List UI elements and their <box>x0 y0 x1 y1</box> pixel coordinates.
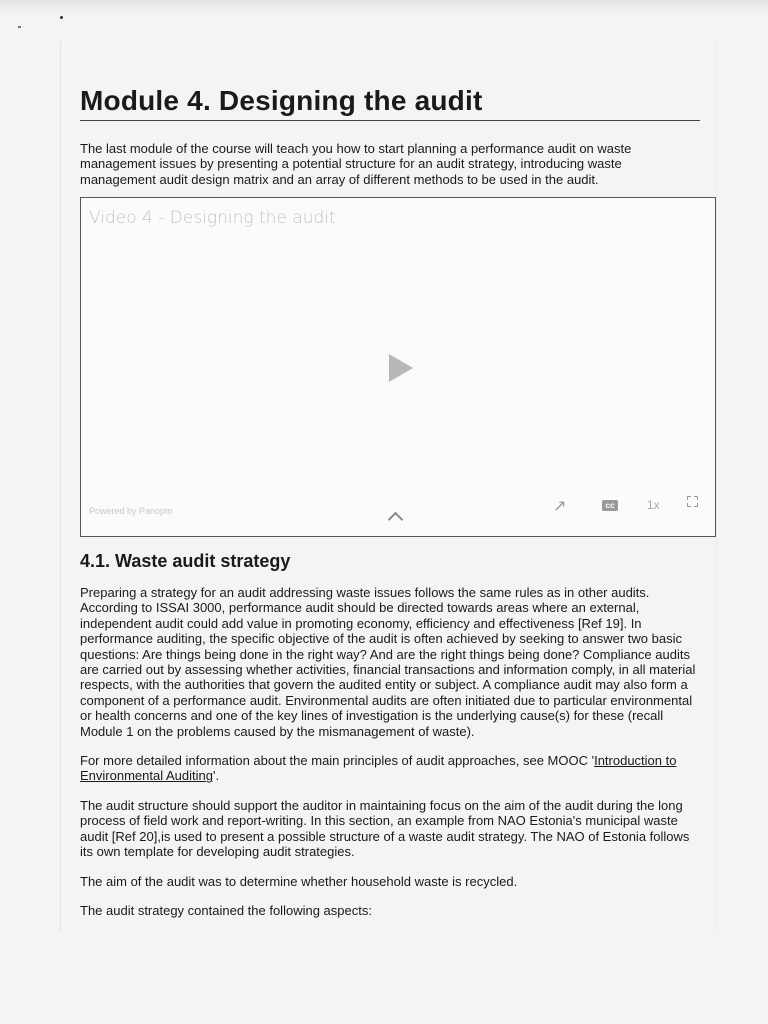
video-player[interactable] <box>80 197 716 537</box>
section-body <box>80 585 704 918</box>
module-header <box>80 84 700 187</box>
paragraph-mooc-reference <box>80 753 704 784</box>
paragraph-strategy-aspects: The audit strategy contained the following aspects: <box>80 902 372 918</box>
play-icon[interactable] <box>389 354 413 382</box>
page-title: Module 4. Designing the audit <box>80 84 700 121</box>
intro-paragraph: The last module of the course will teach you how to start planning a performance audit on waste management issues by presenting a potential structure for an audit strategy, introducing waste management audit design matrix and an array of different methods to be used in the audit. <box>80 141 632 187</box>
mooc-text-prefix: For more detailed information about the main principles of audit approaches, see MOOC ' <box>80 753 595 769</box>
mooc-link[interactable]: Introduction to Environmental Auditing <box>80 753 677 784</box>
paragraph-audit-rules: Preparing a strategy for an audit addressing waste issues follows the same rules as in other audits. According to ISSAI 3000, performance audit should be directed towards areas where an external, independent audit could add value in promoting economy, efficiency and effectiveness [Ref 19]. In performance auditing, the specific objective of the audit is often achieved by seeking to answer two basic questions: Are things being done in the right way? And are the right things being done? Compliance audits are carried out by assessing whether activities, financial transactions and information comply, in all material respects, with the authorities that govern the audited entity or subject. A compliance audit may also form a component of a performance audit. Environmental audits are often initiated due to particular environmental or health concerns and one of the key lines of investigation is the underlying cause(s) for these (recall Module 1 on the problems caused by the mismanagement of waste). <box>80 585 696 739</box>
expand-arrow-icon[interactable]: ↗ <box>553 498 567 515</box>
page-edge-left <box>60 42 61 932</box>
scan-speck <box>18 26 21 28</box>
paragraph-audit-aim: The aim of the audit was to determine whether household waste is recycled. <box>80 873 518 889</box>
playback-speed-button[interactable]: 1x <box>647 498 660 512</box>
powered-by-label[interactable]: Powered by Panopto <box>89 506 173 516</box>
paragraph-audit-structure: The audit structure should support the auditor in maintaining focus on the aim of the audit during the long process of field work and report-writing. In this section, an example from NAO Estonia's municipal waste audit [Ref 20],is used to present a possible structure of a waste audit strategy. The NAO of Estonia follows its own template for developing audit strategies. <box>80 797 690 860</box>
scan-speck <box>60 16 63 19</box>
fullscreen-icon[interactable] <box>687 496 698 507</box>
video-title: Video 4 - Designing the audit <box>89 208 336 228</box>
page-edge-right <box>716 42 717 932</box>
mooc-text-suffix: '. <box>212 768 220 784</box>
scan-border <box>0 0 768 14</box>
section-title: 4.1. Waste audit strategy <box>80 551 291 571</box>
chevron-up-icon[interactable] <box>388 512 404 528</box>
captions-icon[interactable]: cc <box>602 500 618 511</box>
